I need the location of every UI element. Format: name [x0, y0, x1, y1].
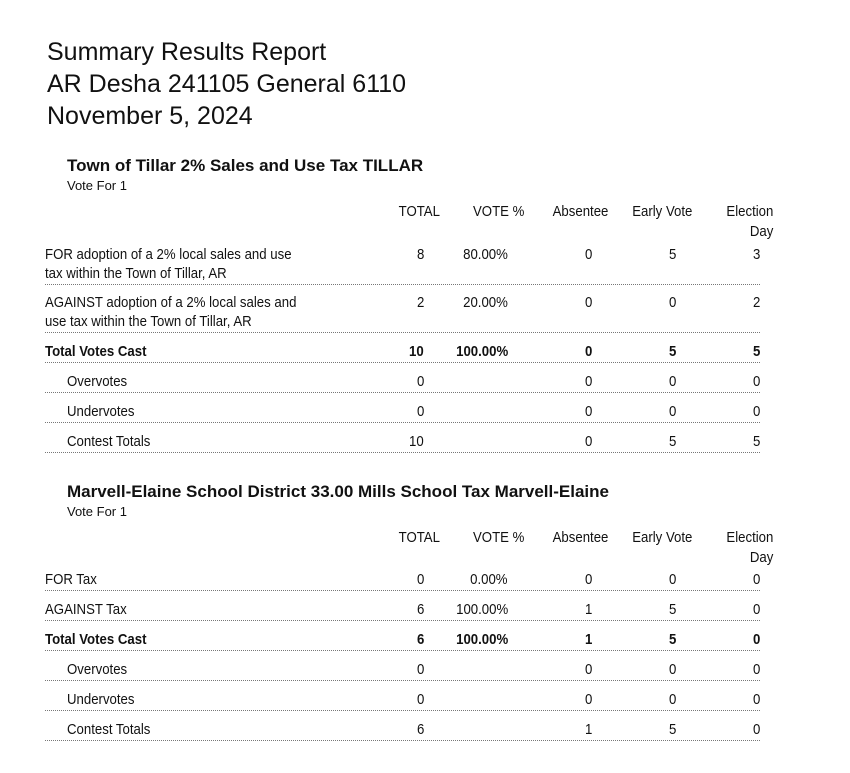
election-date: November 5, 2024 — [47, 102, 253, 130]
cell-vote-pct: 20.00% — [463, 294, 508, 311]
header-election-day — [726, 202, 773, 242]
header-early-vote: Early Vote — [631, 529, 692, 546]
cell-vote-pct: 80.00% — [463, 246, 508, 263]
cell-election-day: 2 — [752, 294, 760, 311]
header-election-line1: Election — [726, 529, 773, 546]
cell-total: 2 — [416, 294, 424, 311]
choice-row-for — [45, 244, 760, 285]
cell-absentee: 0 — [584, 433, 592, 450]
choice-row-against-tax — [45, 600, 760, 621]
cell-early-vote: 0 — [668, 373, 676, 390]
cell-election-day: 0 — [752, 661, 760, 678]
cell-election-day: 0 — [752, 571, 760, 588]
report-header — [47, 36, 406, 132]
choice-label-line1: FOR adoption of a 2% local sales and use — [45, 246, 292, 263]
cell-total: 6 — [416, 721, 424, 738]
header-election-line1: Election — [726, 203, 773, 220]
undervotes-row — [45, 690, 760, 711]
cell-election-day: 3 — [752, 246, 760, 263]
choice-label: AGAINST Tax — [45, 601, 127, 618]
header-election-line2: Day — [749, 223, 773, 240]
overvotes-row — [45, 660, 760, 681]
choice-row-for-tax — [45, 570, 760, 591]
cell-election-day: 5 — [752, 343, 760, 360]
vote-for-label: Vote For 1 — [67, 504, 127, 519]
cell-early-vote: 5 — [668, 433, 676, 450]
header-total: TOTAL — [398, 203, 440, 220]
cell-vote-pct: 100.00% — [455, 601, 508, 618]
total-votes-row — [45, 342, 760, 363]
cell-absentee: 0 — [584, 403, 592, 420]
cell-early-vote: 5 — [668, 721, 676, 738]
total-votes-label: Total Votes Cast — [45, 343, 147, 360]
header-early-vote: Early Vote — [631, 203, 692, 220]
cell-early-vote: 0 — [668, 691, 676, 708]
cell-total: 6 — [416, 631, 424, 648]
cell-election-day: 0 — [752, 721, 760, 738]
contest-title: Town of Tillar 2% Sales and Use Tax TILLAR — [67, 156, 424, 175]
contest-totals-row — [45, 720, 760, 741]
choice-label-line1: AGAINST adoption of a 2% local sales and — [45, 294, 297, 311]
cell-absentee: 1 — [584, 721, 592, 738]
overvotes-row — [45, 372, 760, 393]
cell-early-vote: 0 — [668, 294, 676, 311]
cell-election-day: 0 — [752, 631, 760, 648]
header-total: TOTAL — [398, 529, 440, 546]
cell-absentee: 0 — [584, 691, 592, 708]
cell-absentee: 0 — [584, 373, 592, 390]
undervotes-row — [45, 402, 760, 423]
cell-absentee: 0 — [584, 294, 592, 311]
cell-vote-pct: 0.00% — [470, 571, 508, 588]
total-votes-label: Total Votes Cast — [45, 631, 147, 648]
choice-label: FOR Tax — [45, 571, 97, 588]
overvotes-label: Overvotes — [67, 373, 128, 390]
undervotes-label: Undervotes — [67, 403, 135, 420]
cell-early-vote: 0 — [668, 403, 676, 420]
cell-total: 0 — [416, 571, 424, 588]
cell-vote-pct: 100.00% — [455, 343, 508, 360]
choice-row-against — [45, 293, 760, 333]
cell-early-vote: 0 — [668, 661, 676, 678]
cell-early-vote: 0 — [668, 571, 676, 588]
cell-election-day: 0 — [752, 403, 760, 420]
header-absentee: Absentee — [552, 529, 608, 546]
cell-election-day: 0 — [752, 373, 760, 390]
header-vote-pct: VOTE % — [472, 203, 524, 220]
cell-election-day: 0 — [752, 601, 760, 618]
cell-absentee: 0 — [584, 661, 592, 678]
cell-absentee: 0 — [584, 571, 592, 588]
header-absentee: Absentee — [552, 203, 608, 220]
choice-label-line2: tax within the Town of Tillar, AR — [45, 265, 227, 282]
election-name: AR Desha 241105 General 6110 — [47, 70, 407, 98]
cell-absentee: 0 — [584, 246, 592, 263]
cell-total: 10 — [409, 433, 424, 450]
cell-total: 8 — [416, 246, 424, 263]
header-election-line2: Day — [749, 549, 773, 566]
vote-for-label: Vote For 1 — [67, 178, 127, 193]
cell-early-vote: 5 — [668, 601, 676, 618]
cell-absentee: 1 — [584, 631, 592, 648]
contest-totals-row — [45, 432, 760, 453]
overvotes-label: Overvotes — [67, 661, 128, 678]
cell-early-vote: 5 — [668, 343, 676, 360]
contest-totals-label: Contest Totals — [67, 433, 151, 450]
cell-early-vote: 5 — [668, 631, 676, 648]
cell-total: 6 — [416, 601, 424, 618]
report-title: Summary Results Report — [47, 38, 327, 66]
header-election-day — [726, 528, 773, 568]
cell-total: 0 — [416, 661, 424, 678]
total-votes-row — [45, 630, 760, 651]
cell-total: 0 — [416, 691, 424, 708]
cell-election-day: 5 — [752, 433, 760, 450]
contest-totals-label: Contest Totals — [67, 721, 151, 738]
cell-total: 0 — [416, 373, 424, 390]
contest-title: Marvell-Elaine School District 33.00 Mills School Tax Marvell-Elaine — [67, 482, 609, 501]
cell-total: 0 — [416, 403, 424, 420]
cell-absentee: 1 — [584, 601, 592, 618]
cell-total: 10 — [409, 343, 424, 360]
cell-absentee: 0 — [584, 343, 592, 360]
undervotes-label: Undervotes — [67, 691, 135, 708]
choice-label-line2: use tax within the Town of Tillar, AR — [45, 313, 252, 330]
cell-early-vote: 5 — [668, 246, 676, 263]
header-vote-pct: VOTE % — [472, 529, 524, 546]
cell-vote-pct: 100.00% — [455, 631, 508, 648]
cell-election-day: 0 — [752, 691, 760, 708]
